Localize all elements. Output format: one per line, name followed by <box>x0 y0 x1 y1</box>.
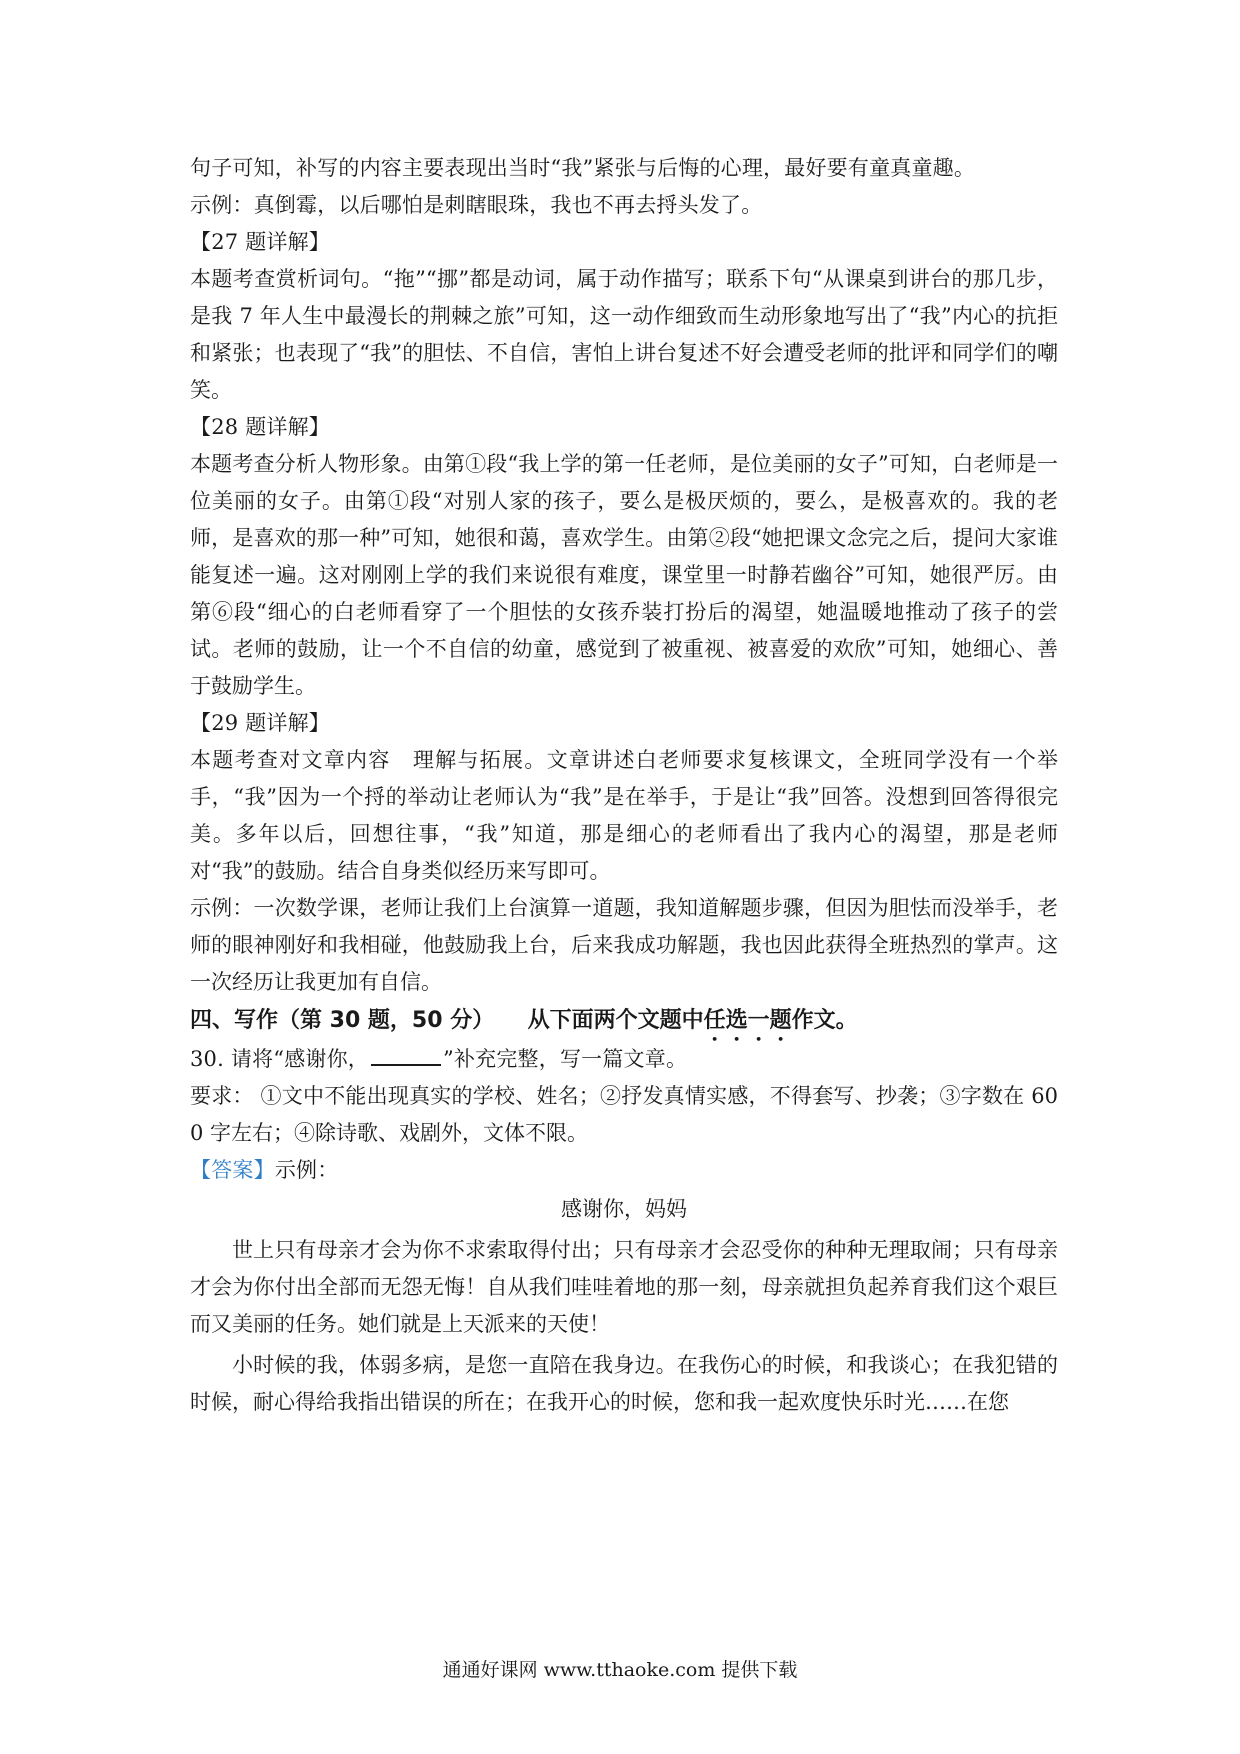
section-heading-emphasis: 任选一题 <box>703 1008 792 1033</box>
q29-header: 【29 题详解】 <box>190 711 330 735</box>
q30-requirements: 要求： ①文中不能出现真实的学校、姓名；②抒发真情实感，不得套写、抄袭；③字数在 600 字左右；④除诗歌、戏剧外，文体不限。 <box>190 1084 1058 1145</box>
fill-in-blank <box>371 1044 441 1066</box>
answer-label: 示例： <box>274 1158 339 1182</box>
section-heading-post: 作文。 <box>791 1008 858 1033</box>
text-line: 句子可知，补写的内容主要表现出当时“我”紧张与后悔的心理，最好要有童真童趣。 <box>190 156 976 180</box>
page-content <box>190 150 1058 1421</box>
q27-header: 【27 题详解】 <box>190 230 330 254</box>
essay-paragraph: 世上只有母亲才会为你不求索取得付出；只有母亲才会忍受你的种种无理取闹；只有母亲才会为你付出全部而无怨无悔！自从我们哇哇着地的那一刻，母亲就担负起养育我们这个艰巨而又美丽的任务。她们就是上天派来的天使！ <box>190 1238 1058 1336</box>
q28-body: 本题考查分析人物形象。由第①段“我上学的第一任老师，是位美丽的女子”可知，白老师是一位美丽的女子。由第①段“对别人家的孩子，要么是极厌烦的，要么，是极喜欢的。我的老师，是喜欢的那一种”可知，她很和蔼，喜欢学生。由第②段“她把课文念完之后，提问大家谁能复述一遍。这对刚刚上学的我们来说很有难度，课堂里一时静若幽谷”可知，她很严厉。由第⑥段“细心的白老师看穿了一个胆怯的女孩乔装打扮后的渴望，她温暖地推动了孩子的尝试。老师的鼓励，让一个不自信的幼童，感觉到了被重视、被喜爱的欢欣”可知，她细心、善于鼓励学生。 <box>190 452 1058 698</box>
section-heading-main: 四、写作（第 30 题，50 分） <box>190 1008 495 1033</box>
answer-line <box>190 1152 1058 1189</box>
text-line: 示例：真倒霉，以后哪怕是刺瞎眼珠，我也不再去捋头发了。 <box>190 193 763 217</box>
essay-paragraph: 小时候的我，体弱多病，是您一直陪在我身边。在我伤心的时候，和我谈心；在我犯错的时候，耐心得给我指出错误的所在；在我开心的时候，您和我一起欢度快乐时光……在您 <box>190 1353 1058 1414</box>
q28-header: 【28 题详解】 <box>190 415 330 439</box>
q30-prompt-pre: 30. 请将“感谢你， <box>190 1047 370 1071</box>
q29-example: 示例：一次数学课，老师让我们上台演算一道题，我知道解题步骤，但因为胆怯而没举手，老师的眼神刚好和我相碰，他鼓励我上台，后来我成功解题，我也因此获得全班热烈的掌声。这一次经历让我更加有自信。 <box>190 896 1058 994</box>
essay-title: 感谢你，妈妈 <box>561 1197 687 1221</box>
q30-prompt <box>190 1041 1058 1078</box>
answer-tag: 【答案】 <box>190 1158 275 1182</box>
page-footer: 通通好课网 www.tthaoke.com 提供下载 <box>442 1659 798 1681</box>
q30-prompt-post: ”补充完整，写一篇文章。 <box>443 1047 688 1071</box>
q29-body: 本题考查对文章内容 理解与拓展。文章讲述白老师要求复核课文，全班同学没有一个举手，“我”因为一个捋的举动让老师认为“我”是在举手，于是让“我”回答。没想到回答得很完美。多年以后，回想往事，“我”知道，那是细心的老师看出了我内心的渴望，那是老师对“我”的鼓励。结合自身类似经历来写即可。 <box>190 748 1058 883</box>
section-heading-pre: 从下面两个文题中 <box>527 1008 704 1033</box>
q27-body: 本题考查赏析词句。“拖”“挪”都是动词，属于动作描写；联系下句“从课桌到讲台的那几步，是我 7 年人生中最漫长的荆棘之旅”可知，这一动作细致而生动形象地写出了“我”内心的抗拒和紧张；也表现了“我”的胆怯、不自信，害怕上讲台复述不好会遭受老师的批评和同学们的嘲笑。 <box>190 267 1058 402</box>
section-heading <box>190 1001 1058 1041</box>
